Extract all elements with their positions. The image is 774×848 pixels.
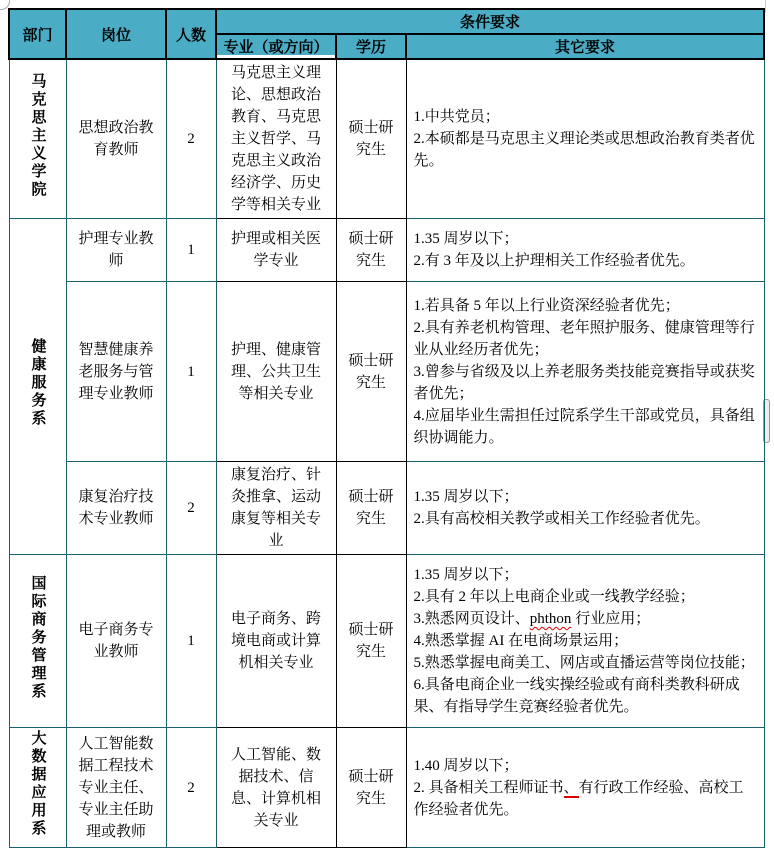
table-row	[9, 59, 764, 219]
header-department: 部门	[9, 9, 66, 59]
department-name: 马克思主义学院	[29, 72, 46, 199]
table-row	[9, 728, 764, 848]
degree-cell: 硕士研究生	[336, 282, 406, 462]
count-cell: 1	[166, 555, 216, 728]
position-cell: 智慧健康养老服务与管理专业教师	[66, 282, 166, 462]
recruitment-table	[8, 8, 765, 848]
department-name: 大数据应用系	[29, 730, 46, 838]
requirement-line: 2.有 3 年及以上护理相关工作经验者优先。	[413, 253, 695, 269]
requirement-line: 3.曾参与省级及以上养老服务类技能竞赛指导或获奖者优先；	[413, 363, 755, 402]
department-cell	[9, 59, 66, 219]
department-cell	[9, 728, 66, 848]
position-cell: 康复治疗技术专业教师	[66, 462, 166, 555]
degree-cell: 硕士研究生	[336, 462, 406, 555]
requirement-line: 6.具备电商企业一线实操经验或有商科类教科研成果、有指导学生竞赛经验者优先。	[413, 677, 740, 715]
requirement-line: 1.若具备 5 年以上行业资深经验者优先；	[413, 297, 680, 314]
requirement-line: 4.应届毕业生需担任过院系学生干部或党员，具备组织协调能力。	[413, 407, 755, 446]
major-cell: 护理、健康管理、公共卫生等相关专业	[216, 282, 336, 462]
count-cell: 1	[166, 282, 216, 462]
requirement-line: 4.熟悉掌握 AI 在电商场景运用；	[413, 633, 629, 649]
position-cell: 人工智能数据工程技术专业主任、专业主任助理或教师	[66, 728, 166, 848]
requirement-line: 2.具有养老机构管理、老年照护服务、健康管理等行业从业经历者优先；	[413, 319, 755, 358]
spellcheck-wavy-mark: phthon	[529, 611, 572, 627]
position-cell: 电子商务专业教师	[66, 555, 166, 728]
degree-cell: 硕士研究生	[336, 59, 406, 219]
proofing-red-underline-mark: 、	[563, 779, 579, 796]
requirement-line: 2.具有高校相关教学或相关工作经验者优先。	[413, 511, 710, 527]
document-sheet	[8, 8, 765, 848]
department-name: 健康服务系	[29, 338, 46, 428]
requirements-cell	[406, 59, 764, 219]
position-cell: 护理专业教师	[66, 219, 166, 282]
count-cell: 2	[166, 462, 216, 555]
requirements-cell	[406, 728, 764, 848]
header-major: 专业（或方向）	[216, 34, 336, 59]
header-position: 岗位	[66, 9, 166, 59]
requirement-line: 5.熟悉掌握电商美工、网店或直播运营等岗位技能；	[413, 655, 755, 671]
header-row-1	[9, 9, 764, 34]
requirement-line: 1.中共党员；	[413, 109, 500, 125]
requirements-cell	[406, 282, 764, 462]
table-row	[9, 555, 764, 728]
major-cell: 康复治疗、针灸推拿、运动康复等相关专业	[216, 462, 336, 555]
major-cell: 人工智能、数据技术、信息、计算机相关专业	[216, 728, 336, 848]
department-cell	[9, 219, 66, 555]
degree-cell: 硕士研究生	[336, 728, 406, 848]
department-cell	[9, 555, 66, 728]
degree-cell: 硕士研究生	[336, 219, 406, 282]
count-cell: 1	[166, 219, 216, 282]
table-row	[9, 282, 764, 462]
header-count: 人数	[166, 9, 216, 59]
table-row	[9, 219, 764, 282]
header-conditions: 条件要求	[216, 9, 764, 34]
table-row	[9, 462, 764, 555]
requirement-line: 1.35 周岁以下；	[413, 567, 519, 583]
requirement-line: 2. 具备相关工程师证书、有行政工作经验、高校工作经验者优先。	[413, 779, 744, 818]
count-cell: 2	[166, 728, 216, 848]
position-cell: 思想政治教育教师	[66, 59, 166, 219]
major-cell: 护理或相关医学专业	[216, 219, 336, 282]
page-edge-tick	[765, 0, 766, 13]
header-other: 其它要求	[406, 34, 764, 59]
count-cell: 2	[166, 59, 216, 219]
requirement-line: 1.35 周岁以下；	[413, 489, 519, 505]
requirement-line: 1.35 周岁以下；	[413, 231, 519, 247]
requirement-line: 2.本硕都是马克思主义理论类或思想政治教育类者优先。	[413, 131, 755, 169]
degree-cell: 硕士研究生	[336, 555, 406, 728]
header-degree: 学历	[336, 34, 406, 59]
requirement-line: 2.具有 2 年以上电商企业或一线教学经验；	[413, 589, 695, 605]
requirements-cell	[406, 219, 764, 282]
major-cell: 马克思主义理论、思想政治教育、马克思主义哲学、马克思主义政治经济学、历史学等相关专业	[216, 59, 336, 219]
department-name: 国际商务管理系	[29, 574, 46, 701]
requirement-line: 1.40 周岁以下；	[413, 757, 519, 774]
major-cell: 电子商务、跨境电商或计算机相关专业	[216, 555, 336, 728]
requirements-cell	[406, 462, 764, 555]
requirement-line: 3.熟悉网页设计、phthon 行业应用；	[413, 611, 651, 627]
table-body	[9, 59, 764, 848]
requirements-cell	[406, 555, 764, 728]
